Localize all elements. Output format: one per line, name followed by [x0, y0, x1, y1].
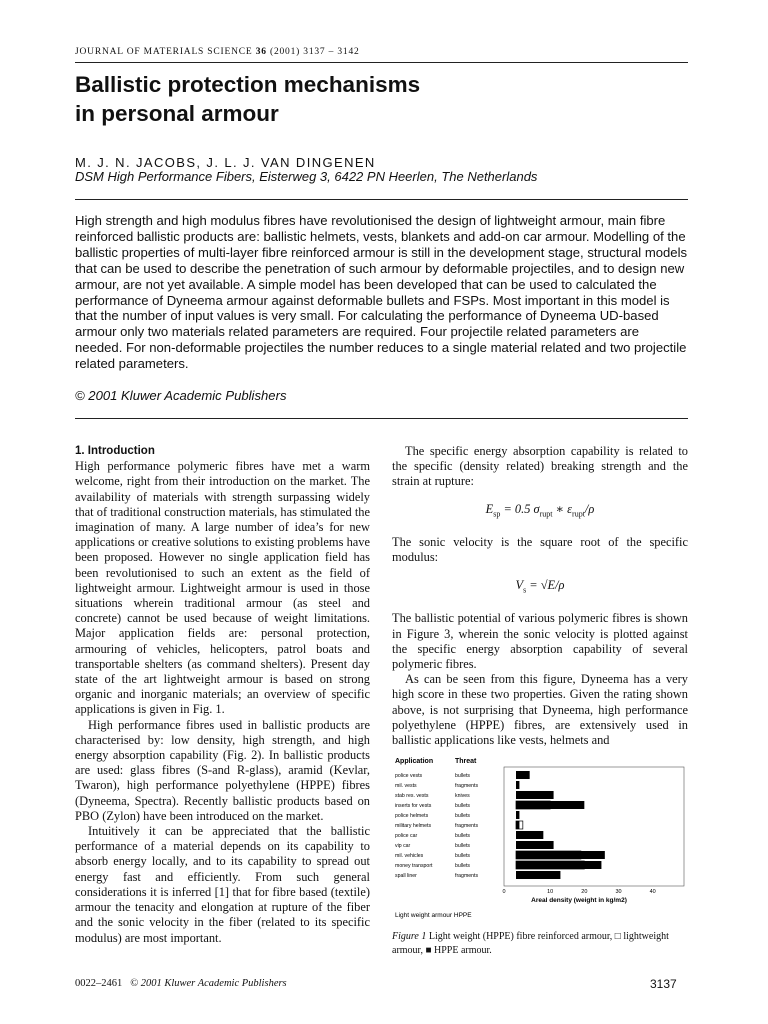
x-tick-label: 30 — [615, 889, 622, 895]
threat-label: bullets — [455, 803, 470, 809]
article-title — [75, 70, 420, 128]
footer-issn: 0022–2461 — [75, 978, 123, 989]
x-axis-label: Areal density (weight in kg/m2) — [531, 897, 627, 904]
threat-label: fragments — [455, 873, 479, 879]
section-heading: 1. Introduction — [75, 445, 155, 457]
right-paragraph-4: As can be seen from this figure, Dyneema has a very high score in these two properties. Given the rating shown above, is not surprising that Dyneema, high performance polyethylene (HPPE) fibres, are extensively used in ballistic applications like vests, helmets and — [392, 672, 688, 747]
page-number: 3137 — [650, 977, 677, 991]
category-label: mil. vests — [395, 783, 417, 789]
threat-label: bullets — [455, 833, 470, 839]
title-line-2: in personal armour — [75, 101, 279, 126]
journal-name: JOURNAL OF MATERIALS SCIENCE — [75, 47, 253, 57]
header-rule — [75, 62, 688, 63]
x-tick-label: 0 — [502, 889, 506, 895]
col-header-threat: Threat — [455, 758, 477, 765]
title-line-1: Ballistic protection mechanisms — [75, 72, 421, 97]
bar-hppe — [516, 771, 530, 779]
right-paragraph-1: The specific energy absorption capability is related to the specific (density related) breaking strength and the strain at rupture: — [392, 444, 688, 489]
abstract: High strength and high modulus fibres have revolutionised the design of lightweight armour, main fibre reinforced ballistic products are: ballistic helmets, vests, blankets and add-on car armour. Modelling of the ballistic properties of multi-layer fibre reinforced armour is still in the development stage, structural models that can be used to describe the penetration of such armour by deformable projectiles, and to design new armour, are not yet available. A simple model has been developed that can be used to calculated the performance of Dyneema armour against deformable bullets and FSPs. Most important in this model is that the number of input values is very small. For calculating the performance of Dyneema UD-based armour only two materials related parameters are required. Four projectile related parameters are needed. For non-deformable projectiles the number reduces to a single material related and two projectile related parameters. — [75, 213, 688, 372]
figure-caption-text: Light weight (HPPE) fibre reinforced armour, □ lightweight armour, ■ HPPE armour. — [392, 931, 669, 956]
equation-sonic-velocity: $V_s = √E/\rho$ — [515, 577, 565, 595]
bar-hppe — [516, 871, 560, 879]
threat-label: bullets — [455, 773, 470, 779]
affiliation: DSM High Performance Fibers, Eisterweg 3, 6422 PN Heerlen, The Netherlands — [75, 169, 538, 184]
right-paragraph-3: The ballistic potential of various polymeric fibres is shown in Figure 3, wherein the sonic velocity is plotted against the specific energy absorption capability of several polymeric fibres. — [392, 611, 688, 671]
journal-header — [75, 47, 360, 57]
category-label: mil. vehicles — [395, 853, 424, 859]
journal-year-pages: (2001) 3137 – 3142 — [269, 47, 360, 57]
bar-hppe — [516, 851, 605, 859]
left-column — [75, 444, 370, 946]
abstract-top-rule — [75, 199, 688, 200]
intro-paragraph-1: High performance polymeric fibres have met a warm welcome, right from their introduction on the market. The availability of materials with strength surpassing widely that of traditional construction materials, has stimulated the imagination of many. A large number of idea’s for new applications or creative solutions to existing problems have been proposed. However no single application field has been revolutionised to such an extent as the field of lightweight armour. Lightweight armour is used in those situations wherein traditional armour (as steel and concrete) cannot be used because of weight limitations. Major application fields are: personal protection, armouring of vehicles, helicopters, patrol boats and transportable shelters (as command shelters). Present day state of the art lightweight armour is based on strong organic and inorganic materials; an overview of specific applications is given in Fig. 1. — [75, 459, 370, 717]
x-tick-label: 40 — [649, 889, 656, 895]
intro-paragraph-2: High performance fibres used in ballistic products are characterised by: low density, high strength, and high energy absorption capability (Fig. 2). In ballistic products are used: glass fibres (S-and R-glass), aramid (Kevlar, Twaron), high performance polyethylene (HPPE) fibres (Dyneema, Spectra). Recently ballistic products based on PBO (Zylon) have been introduced on the market. — [75, 717, 370, 823]
bar-hppe — [516, 831, 543, 839]
bar-hppe — [516, 791, 554, 799]
bar-hppe — [516, 861, 601, 869]
category-label: stab res. vests — [395, 793, 429, 799]
category-label: police helmets — [395, 813, 429, 819]
threat-label: fragments — [455, 823, 479, 829]
equation-specific-energy: $E_{sp} = 0.5$ $\sigma_{rupt}$ ∗ $\varepsilon_{rupt}/\rho$ — [485, 501, 595, 519]
threat-label: bullets — [455, 843, 470, 849]
journal-volume: 36 — [255, 47, 267, 57]
abstract-copyright: © 2001 Kluwer Academic Publishers — [75, 388, 287, 403]
intro-paragraph-3: Intuitively it can be appreciated that the ballistic performance of a material depends on its capability to absorb energy locally, and to its capability to spread out energy fast and efficiently. From such general considerations it is inferred [1] that for fibre based (textile) armour the tenacity and elongation at rupture of the fiber and the sonic velocity in the fiber (related to its specific modulus) are most important. — [75, 824, 370, 945]
threat-label: knives — [455, 793, 470, 799]
threat-label: fragments — [455, 783, 479, 789]
category-label: spall liner — [395, 873, 417, 879]
threat-label: bullets — [455, 813, 470, 819]
authors: M. J. N. JACOBS, J. L. J. VAN DINGENEN — [75, 155, 376, 170]
category-label: money transport — [395, 863, 433, 869]
abstract-bottom-rule — [75, 418, 688, 419]
right-column — [392, 444, 688, 748]
footer-left — [75, 978, 287, 989]
chart-legend-text: Light weight armour HPPE — [395, 912, 472, 919]
category-label: police vests — [395, 773, 423, 779]
figure-label: Figure 1 — [392, 931, 427, 942]
bar-hppe — [516, 841, 554, 849]
footer-publisher: © 2001 Kluwer Academic Publishers — [130, 978, 287, 989]
x-tick-label: 10 — [547, 889, 554, 895]
category-label: military helmets — [395, 823, 432, 829]
bar-hppe — [516, 811, 519, 819]
col-header-application: Application — [395, 758, 434, 765]
category-label: police car — [395, 833, 418, 839]
threat-label: bullets — [455, 853, 470, 859]
threat-label: bullets — [455, 863, 470, 869]
x-tick-label: 20 — [581, 889, 588, 895]
bar-hppe — [516, 801, 584, 809]
category-label: vip car — [395, 843, 411, 849]
category-label: inserts for vests — [395, 803, 432, 809]
bar-hppe — [516, 781, 519, 789]
right-paragraph-2: The sonic velocity is the square root of the specific modulus: — [392, 535, 688, 565]
bar-hppe — [516, 821, 519, 829]
figure-caption — [392, 930, 692, 958]
